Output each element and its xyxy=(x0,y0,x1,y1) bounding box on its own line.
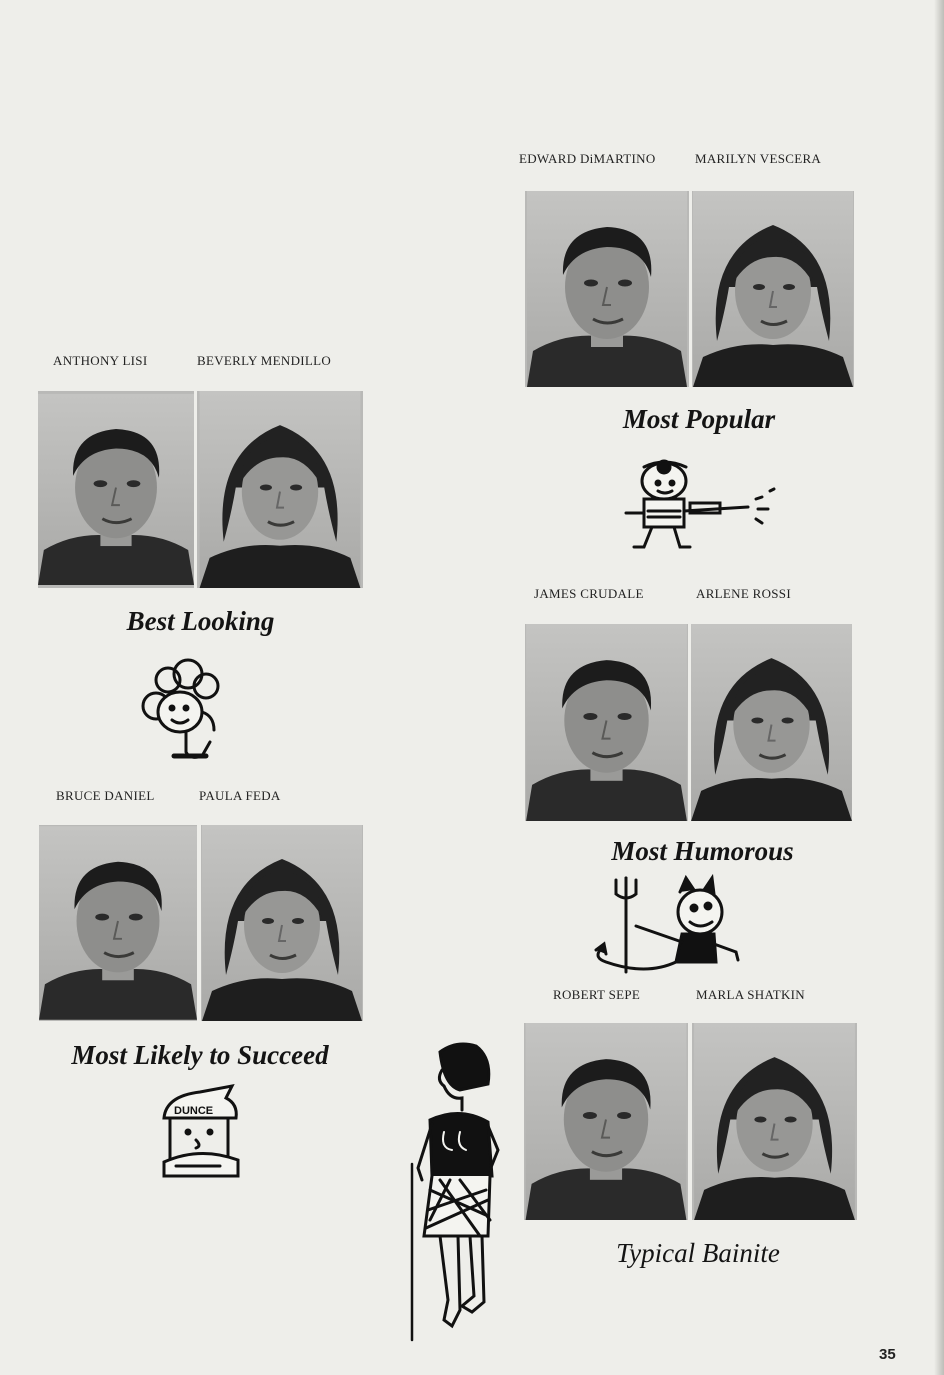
girl-photo xyxy=(691,624,852,821)
boy-photo xyxy=(39,825,197,1021)
award-title: Most Humorous xyxy=(611,836,794,866)
boy-name: EDWARD DiMARTINO xyxy=(519,151,656,166)
boy-name: BRUCE DANIEL xyxy=(56,788,155,803)
page-edge-shadow xyxy=(934,0,944,1375)
award-title: Most Likely to Succeed xyxy=(71,1040,329,1070)
girl-figure-cartoon-icon xyxy=(400,1040,510,1342)
nominee-names xyxy=(519,151,859,167)
boy-photo xyxy=(524,1023,688,1220)
award-title: Best Looking xyxy=(126,606,275,636)
devil-cartoon-icon xyxy=(586,872,746,978)
girl-photo xyxy=(197,391,363,588)
doctor-cartoon-icon xyxy=(618,455,786,555)
nominee-names xyxy=(53,353,363,369)
boy-name: JAMES CRUDALE xyxy=(534,586,644,601)
girl-name: BEVERLY MENDILLO xyxy=(197,353,332,368)
girl-name: MARILYN VESCERA xyxy=(695,151,822,166)
dunce-cap-cartoon-icon xyxy=(156,1082,246,1184)
nominee-names xyxy=(534,586,834,602)
flower-cartoon-icon xyxy=(130,656,232,764)
girl-photo xyxy=(692,1023,857,1220)
boy-name: ROBERT SEPE xyxy=(553,987,641,1002)
award-title: Most Popular xyxy=(622,404,776,434)
girl-name: MARLA SHATKIN xyxy=(696,987,805,1002)
page-number: 35 xyxy=(879,1346,896,1363)
boy-photo xyxy=(38,391,194,588)
girl-photo xyxy=(201,825,363,1021)
nominee-names xyxy=(553,987,843,1003)
boy-name: ANTHONY LISI xyxy=(53,353,148,368)
girl-name: ARLENE ROSSI xyxy=(696,586,791,601)
girl-name: PAULA FEDA xyxy=(199,788,281,803)
boy-photo xyxy=(525,191,689,387)
boy-photo xyxy=(525,624,688,821)
dunce-cap-text: DUNCE xyxy=(174,1105,214,1117)
girl-photo xyxy=(692,191,854,387)
nominee-names xyxy=(56,788,316,804)
award-title: Typical Bainite xyxy=(616,1238,780,1268)
